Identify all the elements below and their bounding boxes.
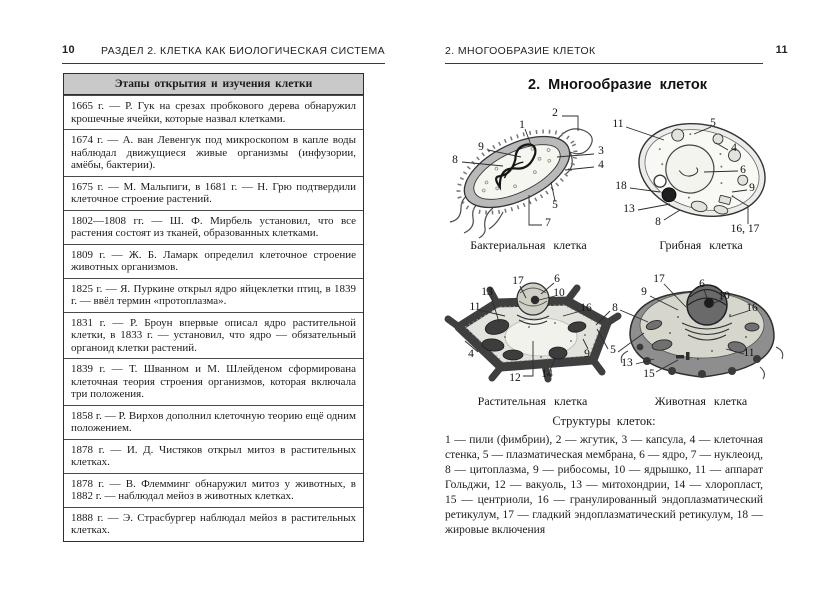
diagram-label: 6 (699, 278, 705, 290)
table-row: 1674 г. — А. ван Левенгук под микроскопом в капле воды наблюдал движущиеся живые организмы (инфузории, амёбы, бактерии). (64, 129, 363, 176)
diagram-label: 3 (598, 145, 604, 157)
diagram-label: 6 (740, 164, 746, 176)
diagram-label: 9 (478, 141, 484, 153)
diagram-caption: Бактериальная клетка (470, 238, 587, 252)
diagram-label: 7 (545, 217, 551, 229)
table-row: 1831 г. — Р. Броун впервые описал ядро растительной клетки, в 1833 г. — установил, что ядро — обязательный органоид клетки растений. (64, 312, 363, 359)
table-row: 1675 г. — М. Мальпиги, в 1681 г. — Н. Грю подтвердили клеточное строение растений. (64, 176, 363, 210)
diagram-label: 14 (541, 368, 553, 380)
diagram-label: 15 (643, 368, 655, 380)
diagram-label: 16 (746, 302, 758, 314)
diagram-label: 4 (468, 348, 474, 360)
left-header-rule (62, 63, 385, 64)
plant-cell-illustration (445, 265, 620, 390)
diagram-label: 8 (452, 154, 458, 166)
right-header-rule (445, 63, 763, 64)
diagram-label: 5 (710, 117, 716, 129)
bacterial-cell-diagram (445, 100, 612, 260)
discovery-stages-table (63, 73, 364, 542)
diagram-label: 17 (512, 275, 524, 287)
diagram-label: 11 (743, 347, 755, 359)
legend-text: 1 — пили (фимбрии), 2 — жгутик, 3 — капсула, 4 — клеточная стенка, 5 — плазматическая мембрана, 6 — ядро, 7 — нуклеоид, 8 — цитоплазма, 9 — рибосомы, 10 — ядрышко, 11 — аппарат Гольджи, 12 — вакуоль, 13 — митохондрии, 14 — хлоропласт, 15 — центриоли, 16 — гранулированный эндоплазматический ретикулум, 17 — гладкий эндоплазматический ретикулум, 18 — жировые включения (445, 434, 763, 536)
diagram-label: 10 (718, 290, 730, 302)
diagram-caption: Грибная клетка (659, 238, 743, 252)
diagram-label: 5 (552, 199, 558, 211)
page-number-left: 10 (62, 44, 76, 56)
legend-title: Структуры клеток: (552, 414, 656, 428)
section-title: 2. Многообразие клеток (528, 77, 707, 93)
diagram-label: 13 (481, 286, 493, 298)
diagram-label: 1 (519, 119, 525, 131)
diagram-label: 16 (580, 302, 592, 314)
diagram-label: 2 (552, 107, 558, 119)
diagram-caption: Животная клетка (654, 394, 748, 408)
diagram-label: 13 (621, 357, 633, 369)
table-row: 1878 г. — И. Д. Чистяков открыл митоз в растительных клетках. (64, 439, 363, 473)
table-row: 1802—1808 гг. — Ш. Ф. Мирбель установил, что все растения состоят из тканей, образованных клетками. (64, 210, 363, 244)
plant-cell-diagram (445, 265, 620, 410)
diagram-label: 5 (610, 344, 616, 356)
fungal-cell-diagram (612, 100, 790, 260)
table-row: 1809 г. — Ж. Б. Ламарк определил клеточное строение животных организмов. (64, 244, 363, 278)
table-row: 1665 г. — Р. Гук на срезах пробкового дерева обнаружил крошечные ячейки, которые назвал клетками. (64, 95, 363, 129)
diagram-label: 4 (731, 142, 737, 154)
table-title: Этапы открытия и изучения клетки (64, 74, 363, 95)
table-row: 1825 г. — Я. Пуркине открыл ядро яйцеклетки птиц, в 1839 г. — ввёл термин «протоплазма». (64, 278, 363, 312)
diagram-label: 11 (469, 301, 481, 313)
diagram-label: 8 (612, 302, 618, 314)
page-number-right: 11 (775, 44, 788, 56)
diagram-label: 17 (653, 273, 665, 285)
diagram-label: 18 (615, 180, 627, 192)
diagram-label: 6 (554, 273, 560, 285)
right-running-head (445, 44, 790, 64)
diagram-label: 12 (509, 372, 521, 384)
table-row: 1888 г. — Э. Страсбургер наблюдал мейоз в растительных клетках. (64, 507, 363, 541)
diagram-label: 9 (749, 182, 755, 194)
diagram-caption: Растительная клетка (477, 394, 588, 408)
table-row: 1839 г. — Т. Шванном и М. Шлейденом сформирована клеточная теория строения организмов, которая включала три положения. (64, 358, 363, 405)
animal-cell-diagram (612, 265, 790, 410)
left-running-head (62, 44, 385, 64)
diagram-label: 9 (584, 348, 590, 360)
left-header-title: РАЗДЕЛ 2. КЛЕТКА КАК БИОЛОГИЧЕСКАЯ СИСТЕМА (100, 45, 385, 57)
diagram-label: 4 (598, 159, 604, 171)
diagram-label: 8 (655, 216, 661, 228)
right-header-title: 2. МНОГООБРАЗИЕ КЛЕТОК (445, 45, 596, 57)
bacterial-cell-illustration (445, 100, 612, 233)
left-page (62, 44, 385, 542)
table-row: 1878 г. — В. Флемминг обнаружил митоз у животных, в 1882 г. — наблюдал мейоз в животных клетках. (64, 473, 363, 507)
fungal-cell-illustration (612, 100, 790, 233)
diagram-label: 10 (553, 287, 565, 299)
right-page (445, 44, 790, 589)
diagram-label: 16, 17 (730, 223, 760, 235)
diagram-label: 13 (623, 203, 635, 215)
table-row: 1858 г. — Р. Вирхов дополнил клеточную теорию ещё одним положением. (64, 405, 363, 439)
diagram-label: 9 (641, 286, 647, 298)
diagram-label: 11 (612, 118, 624, 130)
